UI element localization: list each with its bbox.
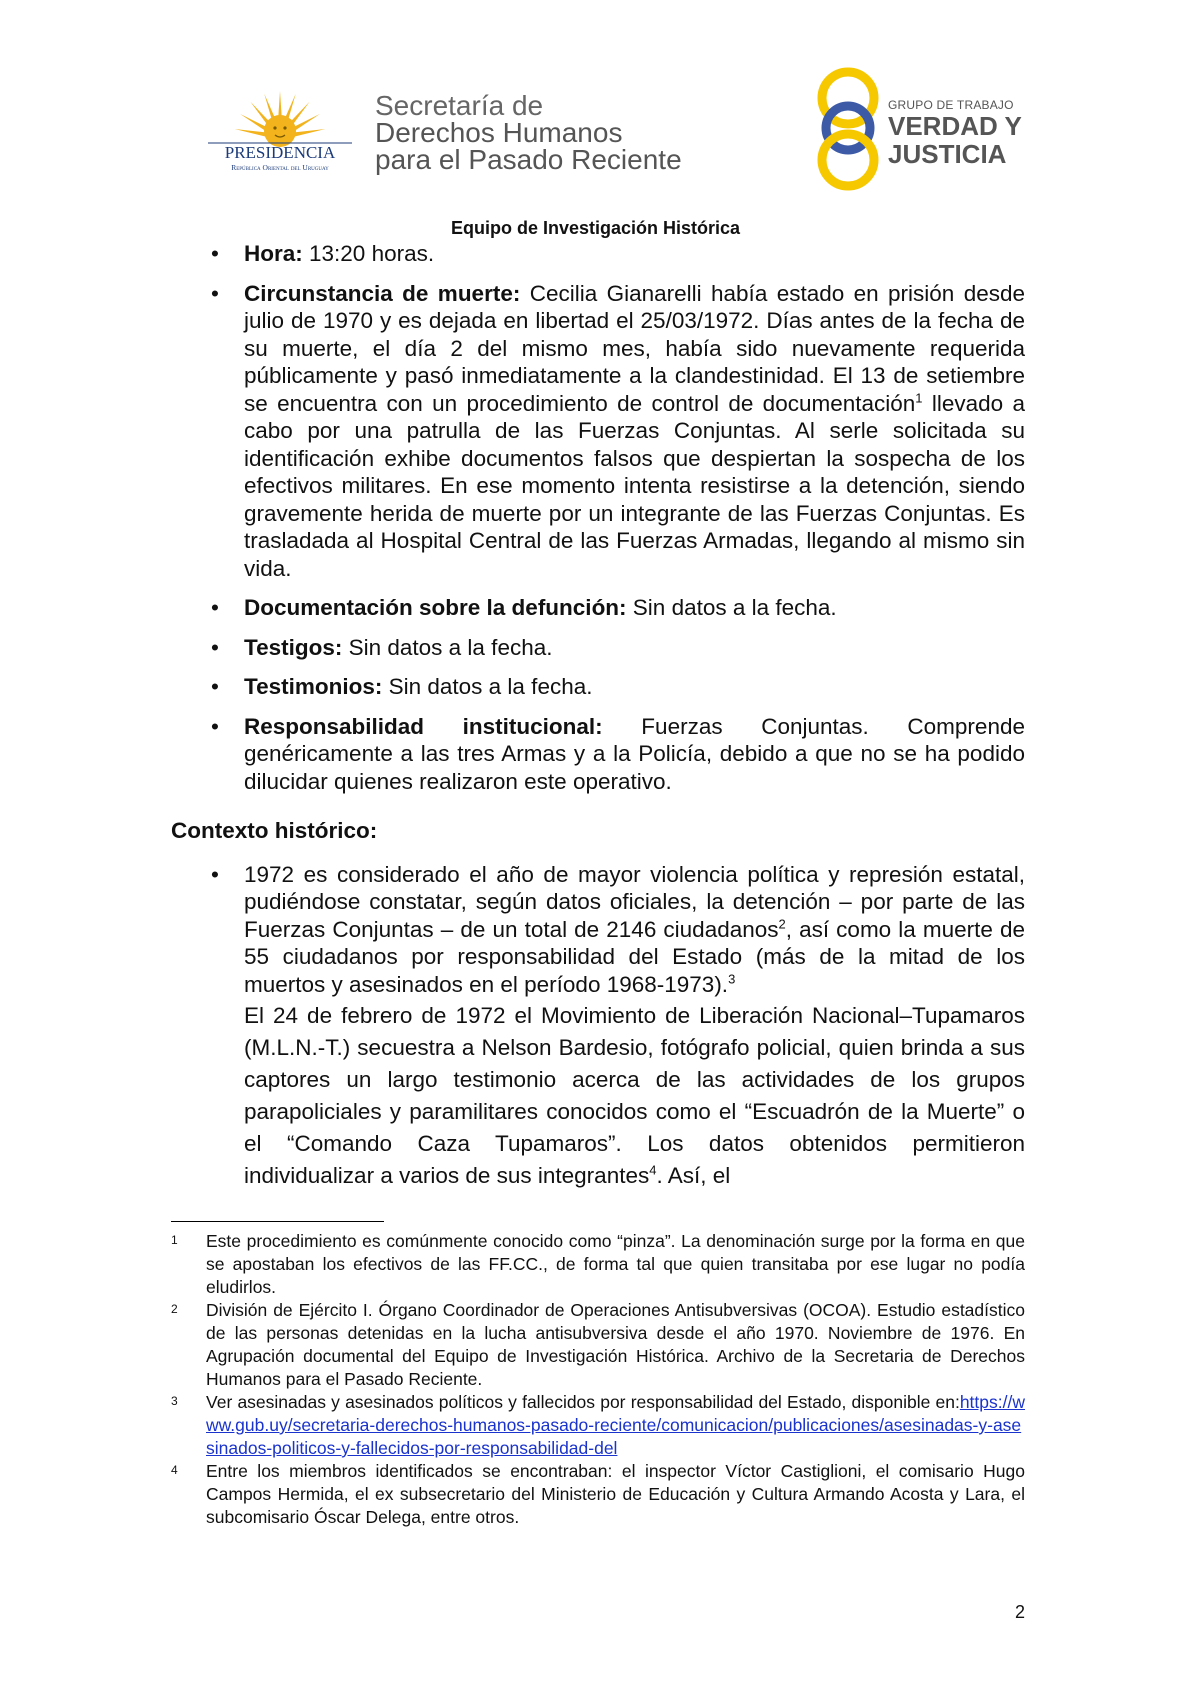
item-text: Fuerzas Conjuntas. Comprende genéricamente a las tres Armas y a la Policía, debido a que no se ha podido dilucidar quienes realizaron este operativo. bbox=[244, 713, 1025, 794]
verdad-justicia-text bbox=[888, 98, 1022, 168]
justicia-label: JUSTICIA bbox=[888, 139, 1007, 169]
secretaria-line1: Secretaría de bbox=[375, 90, 544, 121]
secretaria-line3: para el Pasado Reciente bbox=[375, 144, 682, 175]
list-item-testigos bbox=[171, 634, 1025, 662]
footnote-link[interactable]: https://www.gub.uy/secretaria-derechos-humanos-pasado-reciente/comunicacion/publicaciones/asesinadas-y-asesinados-politicos-y-fallecidos-por-responsabilidad-del bbox=[206, 1392, 1025, 1458]
item-label: Responsabilidad institucional: bbox=[244, 713, 603, 739]
footnote-text: Entre los miembros identificados se encontraban: el inspector Víctor Castiglioni, el comisario Hugo Campos Hermida, el ex subsecretario del Ministerio de Educación y Cultura Armando Acosta y Lara, el subcomisario Óscar Delega, entre otros. bbox=[206, 1461, 1025, 1527]
item-label: Testigos: bbox=[244, 634, 343, 660]
context-list bbox=[171, 861, 1025, 999]
footnote-ref-3[interactable]: 3 bbox=[728, 971, 736, 986]
context-text-cont: , así como la muerte de 55 ciudadanos por responsabilidad del Estado (más de la mitad de los muertos y asesinados en el período 1968-1973). bbox=[244, 916, 1026, 997]
item-text: Sin datos a la fecha. bbox=[342, 634, 553, 660]
list-item-circunstancia bbox=[171, 280, 1025, 583]
footnote-ref-4[interactable]: 4 bbox=[649, 1162, 657, 1178]
item-text: 13:20 horas. bbox=[302, 241, 435, 266]
item-text-cont: llevado a cabo por una patrulla de las Fuerzas Conjuntas. Al serle solicitada su identificación exhibe documentos falsos que despiertan la sospecha de los efectivos militares. En ese momento intenta resistirse a la detención, siendo gravemente herida de muerte por un integrante de las Fuerzas Conjuntas. Es trasladada al Hospital Central de las Fuerzas Armadas, llegando al mismo sin vida. bbox=[244, 390, 1025, 581]
list-item-context bbox=[171, 861, 1025, 999]
list-item-testimonios bbox=[171, 673, 1025, 701]
footnote-3 bbox=[171, 1391, 1025, 1460]
footnote-ref-2[interactable]: 2 bbox=[778, 916, 786, 931]
footnote-text: División de Ejército I. Órgano Coordinador de Operaciones Antisubversivas (OCOA). Estudio estadístico de las personas detenidas en la lucha antisubversiva desde el año 1970. Noviembre de 1976. En Agrupación documental del Equipo de Investigación Histórica. Archivo de la Secretaria de Derechos Humanos para el Pasado Reciente. bbox=[206, 1300, 1025, 1389]
footnote-text: Este procedimiento es comúnmente conocido como “pinza”. La denominación surge por la forma en que se apostaban los efectivos de las FF.CC., de forma tal que quien transitaba por ese lugar no podía eludirlos. bbox=[206, 1231, 1025, 1297]
footnote-separator bbox=[171, 1221, 384, 1222]
footnote-4 bbox=[171, 1460, 1025, 1529]
footnote-number: 3 bbox=[171, 1394, 178, 1408]
list-item-responsabilidad bbox=[171, 713, 1025, 796]
presidencia-logo bbox=[200, 85, 360, 175]
paragraph-text-cont: . Así, el bbox=[656, 1163, 731, 1188]
presidencia-title: PRESIDENCIA bbox=[224, 143, 336, 162]
item-label: Circunstancia de muerte: bbox=[244, 280, 521, 306]
secretaria-logo bbox=[375, 92, 682, 173]
section-heading-contexto: Contexto histórico: bbox=[171, 818, 378, 843]
footnote-1 bbox=[171, 1230, 1025, 1299]
context-text: 1972 es considerado el año de mayor violencia política y represión estatal, pudiéndose constatar, según datos oficiales, la detención – por parte de las Fuerzas Conjuntas – de un total de 2146 ciudadanos bbox=[244, 861, 1025, 942]
item-text: Sin datos a la fecha. bbox=[382, 674, 593, 699]
context-paragraph bbox=[171, 1000, 1025, 1192]
footnotes bbox=[171, 1230, 1025, 1529]
footnote-2 bbox=[171, 1299, 1025, 1391]
footnote-text-container bbox=[206, 1391, 1025, 1460]
main-content bbox=[171, 240, 1025, 1192]
list-item-documentacion bbox=[171, 594, 1025, 622]
case-details-list bbox=[171, 240, 1025, 795]
item-label: Testimonios: bbox=[244, 674, 383, 699]
list-item-hora bbox=[171, 240, 1025, 268]
verdad-label: VERDAD Y bbox=[888, 111, 1022, 141]
secretaria-line2: Derechos Humanos bbox=[375, 117, 623, 148]
paragraph-text: El 24 de febrero de 1972 el Movimiento de Liberación Nacional–Tupamaros (M.L.N.-T.) secuestra a Nelson Bardesio, fotógrafo policial, quien brinda a sus captores un largo testimonio acerca de las actividades de los grupos parapoliciales y paramilitares conocidos como el “Escuadrón de la Muerte” o el “Comando Caza Tupamaros”. Los datos obtenidos permitieron individualizar a varios de sus integrantes bbox=[244, 1003, 1025, 1188]
footnote-number: 1 bbox=[171, 1233, 178, 1247]
team-title: Equipo de Investigación Histórica bbox=[450, 218, 741, 238]
footnote-number: 2 bbox=[171, 1302, 178, 1316]
presidencia-subtitle: República Oriental del Uruguay bbox=[231, 163, 329, 172]
page-number: 2 bbox=[1014, 1602, 1025, 1622]
item-label: Documentación sobre la defunción: bbox=[244, 595, 627, 620]
grupo-label: GRUPO DE TRABAJO bbox=[888, 98, 1014, 112]
item-text: Cecilia Gianarelli había estado en prisión desde julio de 1970 y es dejada en libertad el 25/03/1972. Días antes de la fecha de su muerte, el día 2 del mismo mes, había sido nuevamente requerida públicamente y pasó inmediatamente a la clandestinidad. El 13 de setiembre se encuentra con un procedimiento de control de documentación bbox=[244, 280, 1025, 416]
footnote-number: 4 bbox=[171, 1463, 178, 1477]
item-text: Sin datos a la fecha. bbox=[626, 595, 837, 620]
footnote-ref-1[interactable]: 1 bbox=[915, 390, 923, 405]
footnote-text: Ver asesinadas y asesinados políticos y fallecidos por responsabilidad del Estado, disponible en: bbox=[206, 1392, 960, 1412]
item-label: Hora: bbox=[244, 241, 303, 266]
rings-icon bbox=[812, 64, 892, 194]
